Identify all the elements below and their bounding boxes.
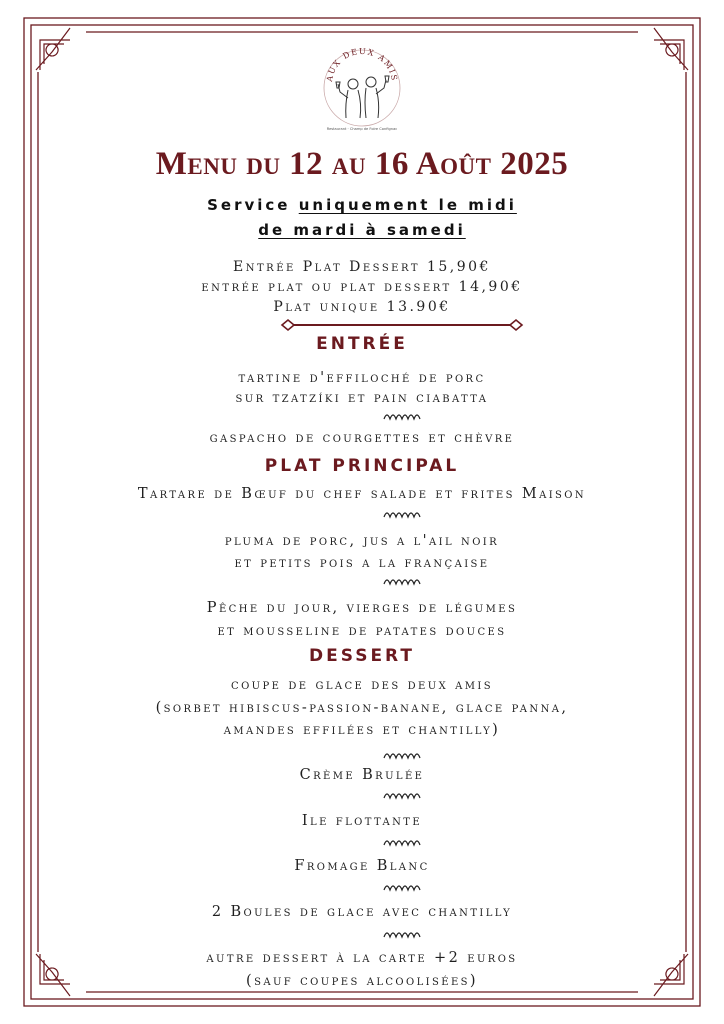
page-title: Menu du 12 au 16 Août 2025 — [155, 146, 569, 182]
wave-separator-icon — [380, 750, 424, 760]
entree-item-1: tartine d'effiloché de porc — [238, 370, 486, 386]
entree-item-1-cont: sur tzatzíki et pain ciabatta — [235, 390, 489, 406]
wave-separator-icon — [380, 837, 424, 847]
plat-item-2: pluma de porc, jus a l'ail noir — [224, 533, 500, 549]
service-prefix: Service — [207, 196, 299, 214]
section-plat: PLAT PRINCIPAL — [264, 456, 460, 476]
wave-separator-icon — [380, 576, 424, 586]
price-formula-2: entrée plat ou plat dessert 14,90€ — [201, 279, 523, 295]
wave-separator-icon — [380, 411, 424, 421]
ornament-divider-icon — [280, 318, 524, 332]
dessert-item-3: Ile flottante — [301, 813, 423, 829]
dessert-item-1-cont: (sorbet hibiscus-passion-banane, glace panna, — [155, 700, 569, 716]
entree-item-2: gaspacho de courgettes et chèvre — [209, 430, 515, 446]
svg-text:AUX DEUX AMIS: AUX DEUX AMIS — [324, 46, 400, 83]
plat-item-2-cont: et petits pois a la française — [234, 555, 490, 571]
svg-text:Restaurant · Champ de Foire Co: Restaurant · Champ de Foire Confignac — [326, 127, 398, 131]
wave-separator-icon — [380, 509, 424, 519]
dessert-item-4: Fromage Blanc — [294, 858, 430, 874]
service-days: de mardi à samedi — [258, 221, 466, 239]
dessert-item-6: autre dessert à la carte +2 euros — [206, 950, 518, 966]
plat-item-3: Pêche du jour, vierges de légumes — [206, 600, 518, 616]
dessert-item-2: Crème Brulée — [299, 767, 425, 783]
dessert-item-5: 2 Boules de glace avec chantilly — [211, 904, 513, 920]
dessert-item-1-cont2: amandes effilées et chantilly) — [223, 722, 501, 738]
service-line-2 — [40, 221, 684, 239]
section-dessert: DESSERT — [309, 646, 415, 666]
dessert-item-1: coupe de glace des deux amis — [231, 677, 493, 693]
plat-item-3-cont: et mousseline de patates douces — [217, 623, 507, 639]
service-emphasis: uniquement le midi — [298, 196, 517, 214]
wave-separator-icon — [380, 882, 424, 892]
price-formula-3: Plat unique 13.90€ — [273, 299, 451, 315]
wave-separator-icon — [380, 790, 424, 800]
price-formula-1: Entrée Plat Dessert 15,90€ — [233, 259, 491, 275]
wave-separator-icon — [380, 929, 424, 939]
dessert-item-6-cont: (sauf coupes alcoolisées) — [246, 973, 478, 989]
section-entree: ENTRÉE — [316, 334, 408, 354]
restaurant-logo-icon — [312, 38, 412, 138]
plat-item-1: Tartare de Bœuf du chef salade et frites Maison — [137, 486, 587, 502]
service-line-1 — [40, 196, 684, 214]
